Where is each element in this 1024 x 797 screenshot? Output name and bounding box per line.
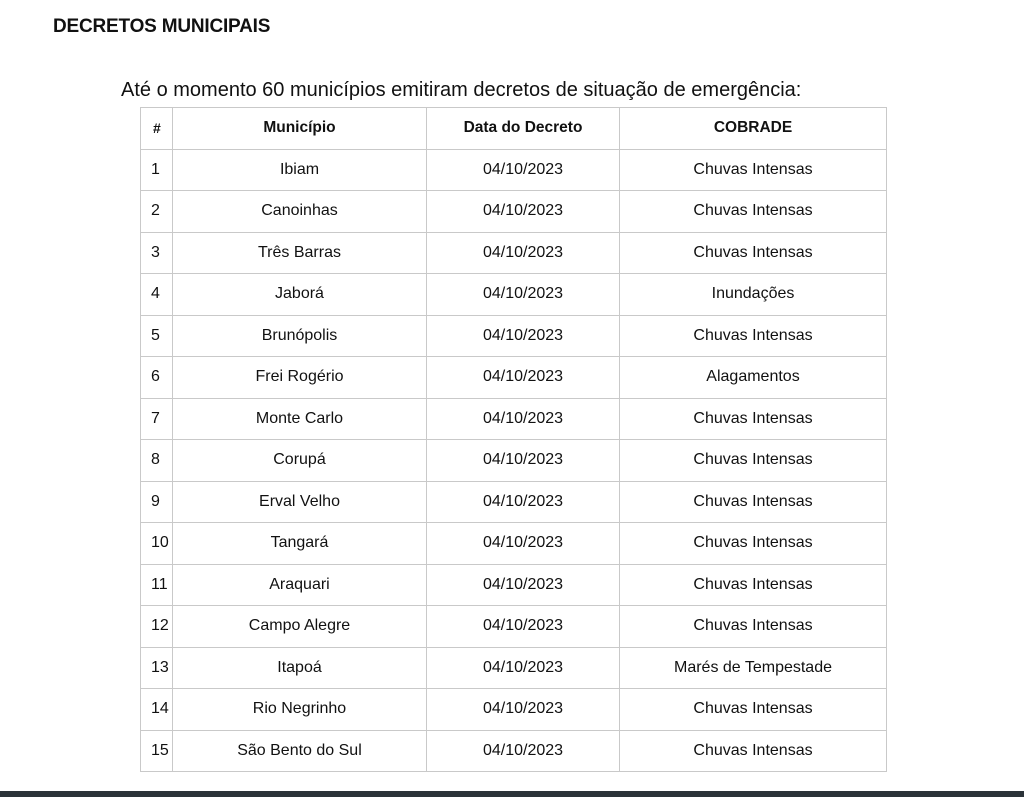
row-number: 12 xyxy=(141,606,173,648)
row-number: 13 xyxy=(141,647,173,689)
bottom-bar xyxy=(0,791,1024,797)
decree-date-cell: 04/10/2023 xyxy=(427,647,620,689)
table-row xyxy=(141,440,887,482)
row-number: 15 xyxy=(141,730,173,772)
row-number: 5 xyxy=(141,315,173,357)
cobrade-cell: Chuvas Intensas xyxy=(620,730,887,772)
municipality-cell: Rio Negrinho xyxy=(173,689,427,731)
decree-date-cell: 04/10/2023 xyxy=(427,523,620,565)
row-number: 1 xyxy=(141,149,173,191)
header-municipality: Município xyxy=(173,108,427,150)
decree-date-cell: 04/10/2023 xyxy=(427,357,620,399)
decree-date-cell: 04/10/2023 xyxy=(427,274,620,316)
cobrade-cell: Chuvas Intensas xyxy=(620,191,887,233)
decree-date-cell: 04/10/2023 xyxy=(427,232,620,274)
table-row xyxy=(141,191,887,233)
row-number: 4 xyxy=(141,274,173,316)
cobrade-cell: Alagamentos xyxy=(620,357,887,399)
page-title: DECRETOS MUNICIPAIS xyxy=(53,16,271,37)
table-row xyxy=(141,232,887,274)
municipality-cell: Canoinhas xyxy=(173,191,427,233)
decree-date-cell: 04/10/2023 xyxy=(427,398,620,440)
municipality-cell: Corupá xyxy=(173,440,427,482)
row-number: 14 xyxy=(141,689,173,731)
municipality-cell: Campo Alegre xyxy=(173,606,427,648)
decree-date-cell: 04/10/2023 xyxy=(427,440,620,482)
decree-date-cell: 04/10/2023 xyxy=(427,606,620,648)
municipality-cell: Jaborá xyxy=(173,274,427,316)
row-number: 6 xyxy=(141,357,173,399)
table-row xyxy=(141,481,887,523)
table-body xyxy=(141,149,887,772)
row-number: 7 xyxy=(141,398,173,440)
table-row xyxy=(141,730,887,772)
row-number: 10 xyxy=(141,523,173,565)
table-row xyxy=(141,149,887,191)
cobrade-cell: Chuvas Intensas xyxy=(620,689,887,731)
table-row xyxy=(141,523,887,565)
intro-text: Até o momento 60 municípios emitiram decretos de situação de emergência: xyxy=(121,79,802,101)
municipality-cell: Araquari xyxy=(173,564,427,606)
decree-date-cell: 04/10/2023 xyxy=(427,689,620,731)
header-cobrade: COBRADE xyxy=(620,108,887,150)
cobrade-cell: Chuvas Intensas xyxy=(620,398,887,440)
decree-date-cell: 04/10/2023 xyxy=(427,191,620,233)
cobrade-cell: Chuvas Intensas xyxy=(620,606,887,648)
cobrade-cell: Chuvas Intensas xyxy=(620,523,887,565)
cobrade-cell: Chuvas Intensas xyxy=(620,564,887,606)
cobrade-cell: Chuvas Intensas xyxy=(620,315,887,357)
cobrade-cell: Chuvas Intensas xyxy=(620,481,887,523)
cobrade-cell: Marés de Tempestade xyxy=(620,647,887,689)
table-row xyxy=(141,564,887,606)
header-number: # xyxy=(141,108,173,150)
cobrade-cell: Chuvas Intensas xyxy=(620,149,887,191)
header-decree-date: Data do Decreto xyxy=(427,108,620,150)
table-header-row xyxy=(141,108,887,150)
municipality-cell: Erval Velho xyxy=(173,481,427,523)
cobrade-cell: Inundações xyxy=(620,274,887,316)
municipality-cell: Frei Rogério xyxy=(173,357,427,399)
table-row xyxy=(141,647,887,689)
decree-date-cell: 04/10/2023 xyxy=(427,730,620,772)
decree-date-cell: 04/10/2023 xyxy=(427,481,620,523)
decrees-table xyxy=(140,107,887,772)
cobrade-cell: Chuvas Intensas xyxy=(620,440,887,482)
table-row xyxy=(141,274,887,316)
decree-date-cell: 04/10/2023 xyxy=(427,564,620,606)
row-number: 11 xyxy=(141,564,173,606)
municipality-cell: Ibiam xyxy=(173,149,427,191)
table-row xyxy=(141,315,887,357)
decree-date-cell: 04/10/2023 xyxy=(427,315,620,357)
municipality-cell: Monte Carlo xyxy=(173,398,427,440)
cobrade-cell: Chuvas Intensas xyxy=(620,232,887,274)
table-row xyxy=(141,398,887,440)
table-row xyxy=(141,357,887,399)
table-row xyxy=(141,689,887,731)
row-number: 3 xyxy=(141,232,173,274)
table-row xyxy=(141,606,887,648)
municipality-cell: Três Barras xyxy=(173,232,427,274)
decree-date-cell: 04/10/2023 xyxy=(427,149,620,191)
row-number: 8 xyxy=(141,440,173,482)
municipality-cell: Itapoá xyxy=(173,647,427,689)
municipality-cell: São Bento do Sul xyxy=(173,730,427,772)
municipality-cell: Tangará xyxy=(173,523,427,565)
row-number: 2 xyxy=(141,191,173,233)
row-number: 9 xyxy=(141,481,173,523)
municipality-cell: Brunópolis xyxy=(173,315,427,357)
